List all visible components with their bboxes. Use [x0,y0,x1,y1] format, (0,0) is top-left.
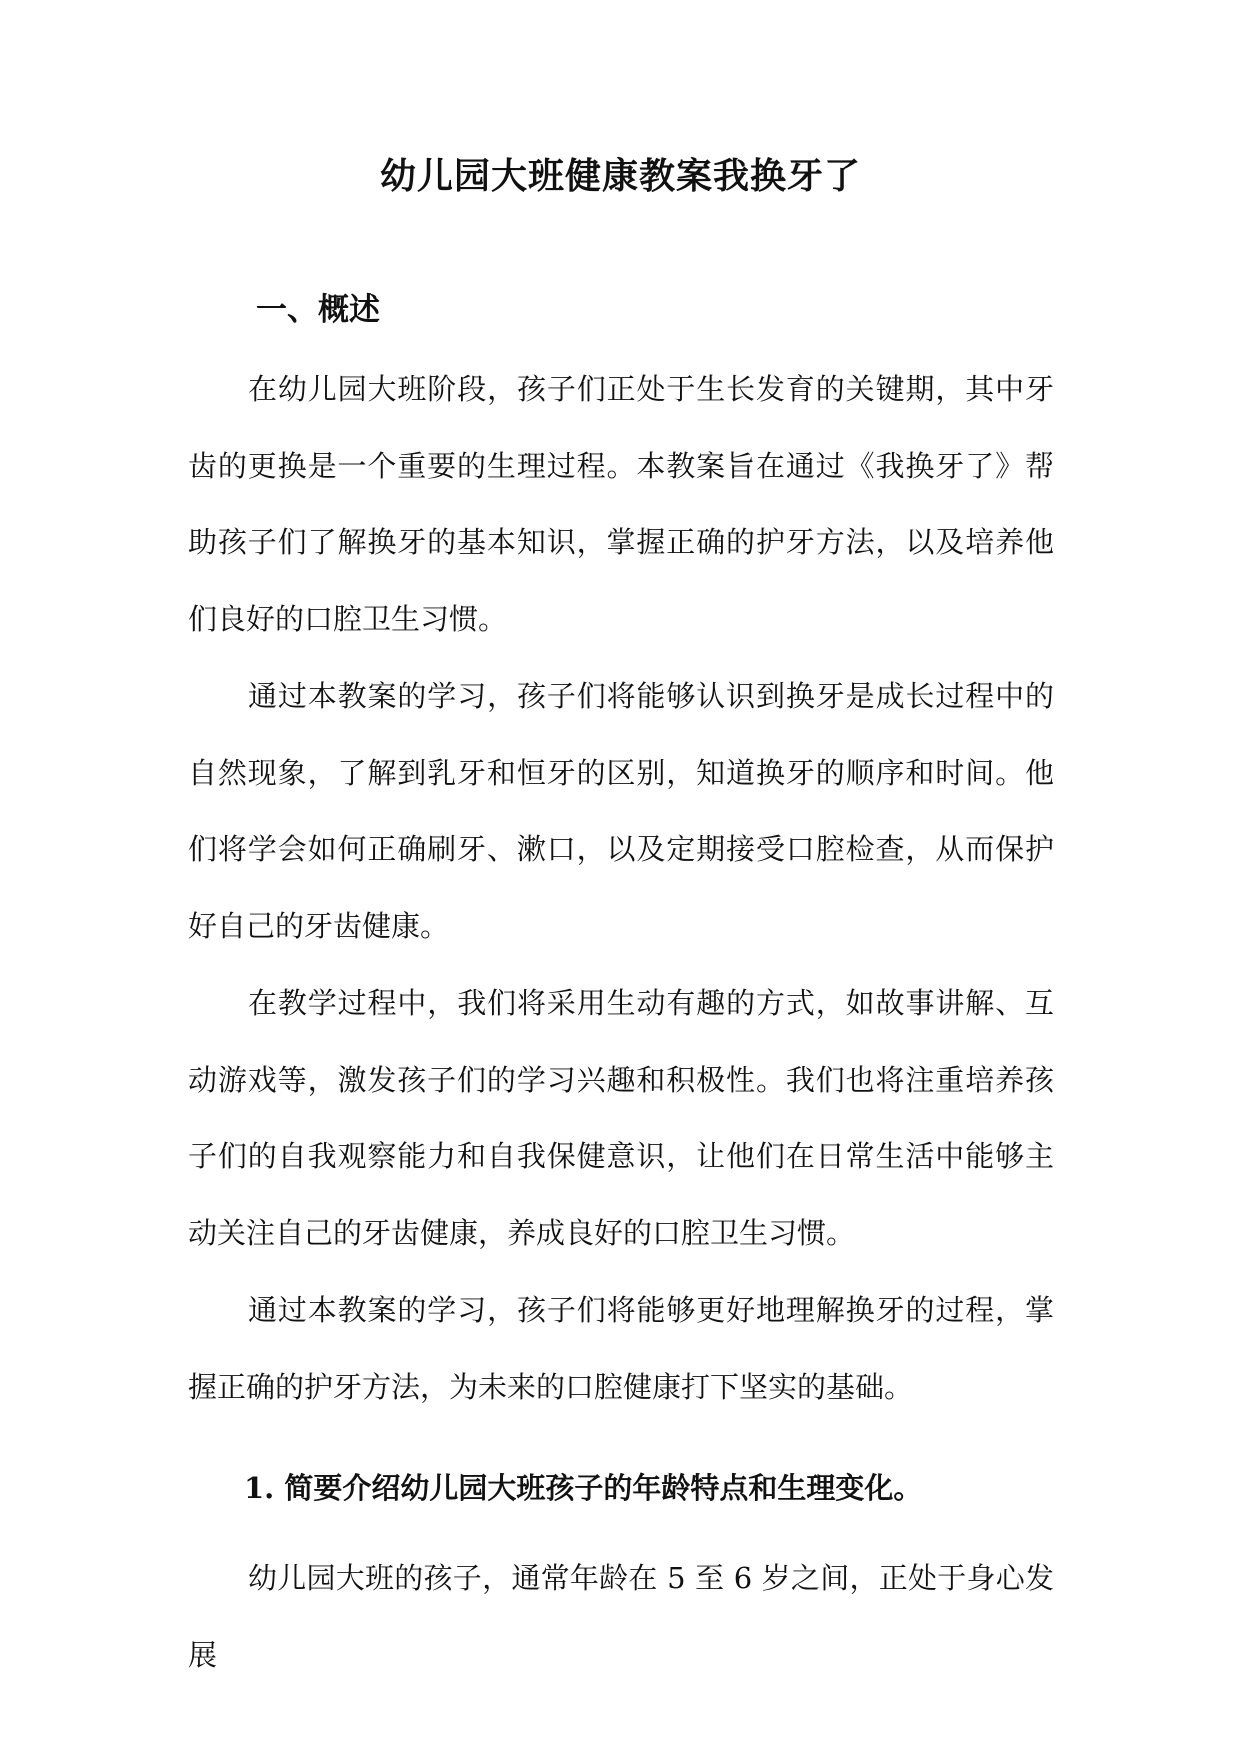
subheading-1: 1. 简要介绍幼儿园大班孩子的年龄特点和生理变化。 [244,1471,923,1505]
paragraph-3: 在教学过程中，我们将采用生动有趣的方式，如故事讲解、互动游戏等，激发孩子们的学习兴趣和积极性。我们也将注重培养孩子们的自我观察能力和自我保健意识，让他们在日常生活中能够主动关注自己的牙齿健康，养成良好的口腔卫生习惯。 [188,986,1054,1250]
section-heading-overview: 一、概述 [256,292,380,328]
paragraph-5: 幼儿园大班的孩子，通常年龄在 5 至 6 岁之间，正处于身心发展 [188,1561,1054,1672]
paragraph-1: 在幼儿园大班阶段，孩子们正处于生长发育的关键期，其中牙齿的更换是一个重要的生理过程。本教案旨在通过《我换牙了》帮助孩子们了解换牙的基本知识，掌握正确的护牙方法，以及培养他们良好的口腔卫生习惯。 [188,372,1054,636]
paragraph-2: 通过本教案的学习，孩子们将能够认识到换牙是成长过程中的自然现象，了解到乳牙和恒牙的区别，知道换牙的顺序和时间。他们将学会如何正确刷牙、漱口，以及定期接受口腔检查，从而保护好自己的牙齿健康。 [188,679,1054,943]
document-title: 幼儿园大班健康教案我换牙了 [379,155,861,197]
paragraph-4: 通过本教案的学习，孩子们将能够更好地理解换牙的过程，掌握正确的护牙方法，为未来的口腔健康打下坚实的基础。 [188,1293,1054,1404]
